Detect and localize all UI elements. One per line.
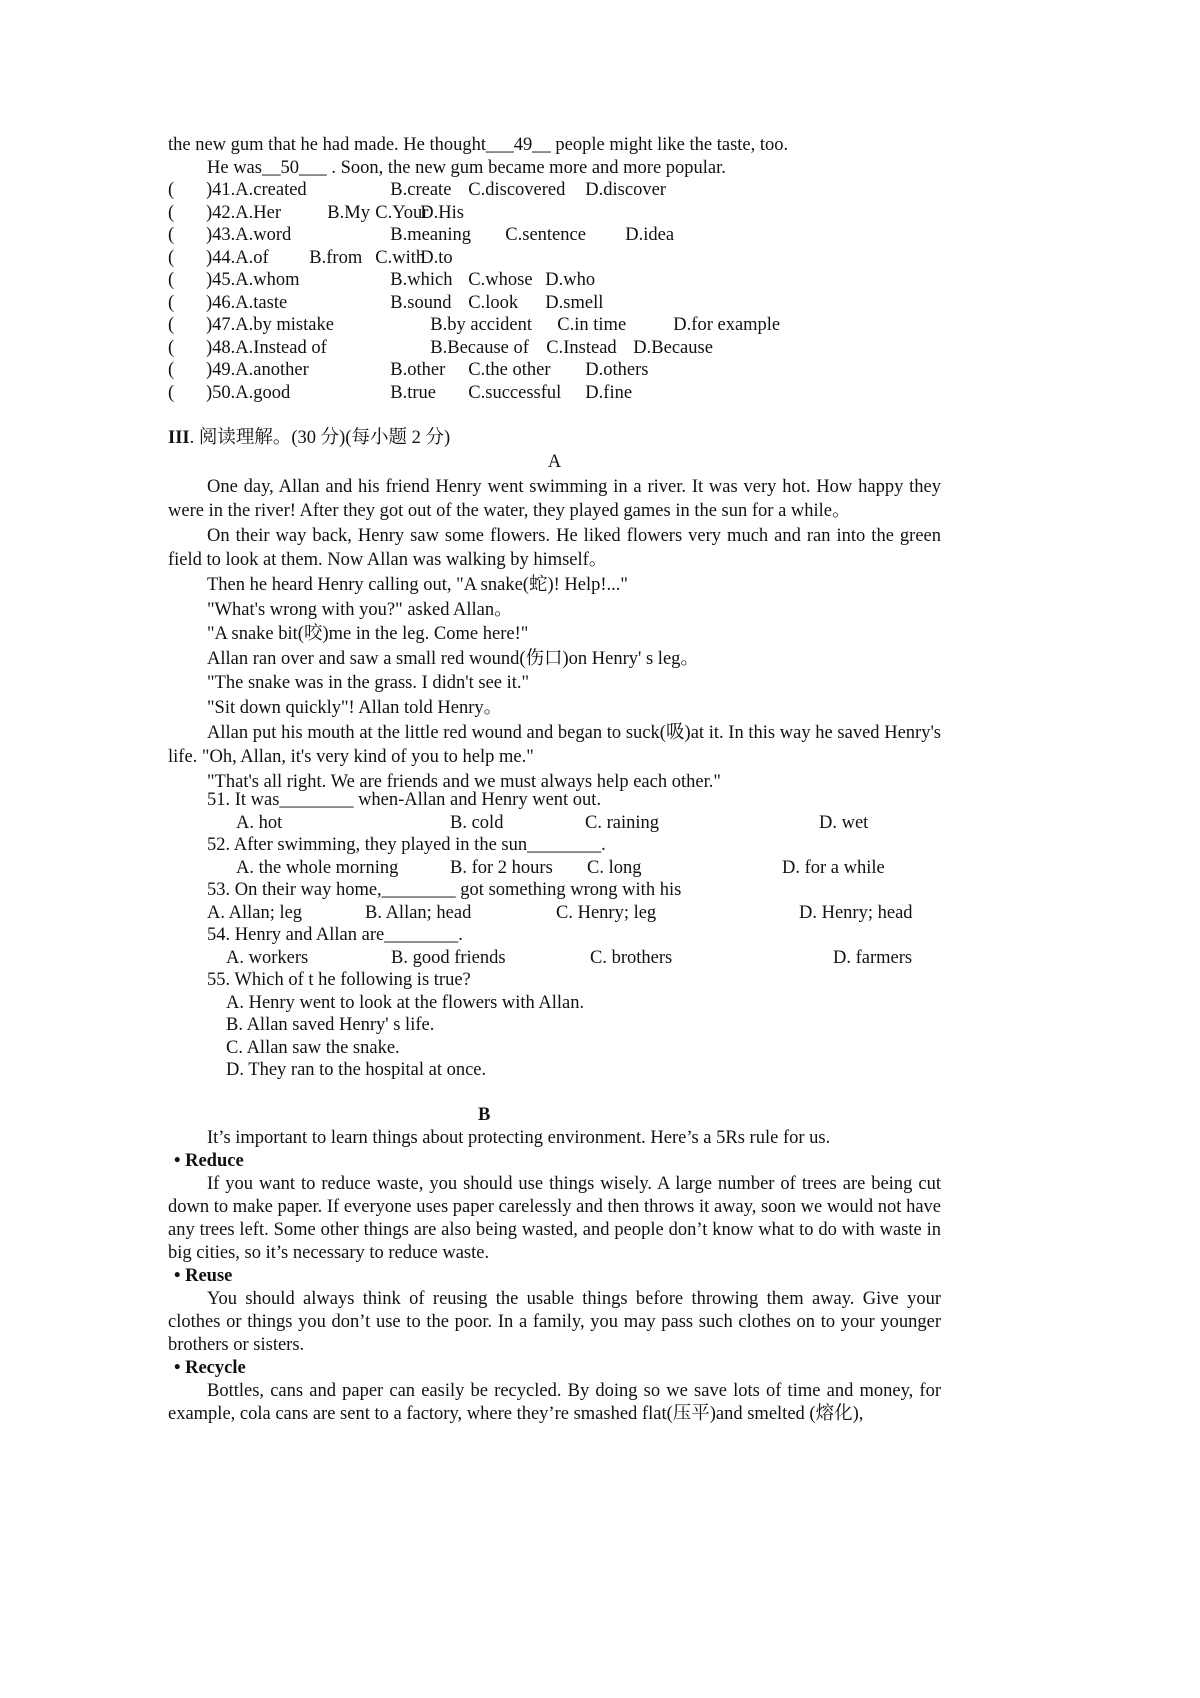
- question-row: [168, 247, 941, 270]
- question-text: 52. After swimming, they played in the sun________.: [207, 835, 606, 855]
- paragraph: It’s important to learn things about protecting environment. Here’s a 5Rs rule for us.: [207, 1127, 831, 1148]
- option: B.My: [327, 202, 370, 223]
- paragraph: Then he heard Henry calling out, "A snake(蛇)! Help!...": [207, 574, 628, 595]
- heading-text: . 阅读理解。(30 分)(每小题 2 分): [189, 428, 451, 448]
- question-prefix: ): [206, 337, 213, 358]
- separator: .: [230, 270, 236, 290]
- option: A. Allan; leg: [207, 902, 303, 923]
- option: A.of: [235, 247, 269, 268]
- question-text: 53. On their way home,________ got something wrong with his: [207, 880, 682, 900]
- question-row: [168, 269, 941, 292]
- question-row: [168, 292, 941, 315]
- answer-blank: (: [168, 202, 175, 223]
- paragraph: One day, Allan and his friend Henry went swimming in a river. It was very hot. How happy they were in the river! After they got out of the water, they played games in the sun for a while。: [168, 476, 941, 522]
- question-number: 42: [212, 202, 231, 223]
- separator: .: [230, 360, 236, 380]
- paragraph: "A snake bit(咬)me in the leg. Come here!": [207, 624, 529, 645]
- answer-blank: (: [168, 247, 175, 268]
- option: A.word: [235, 225, 292, 245]
- option-group: [235, 269, 941, 292]
- question-number: 41: [212, 180, 231, 200]
- option: B.Because of: [430, 337, 529, 358]
- question-prefix: ): [206, 202, 213, 223]
- option-group: [235, 224, 941, 247]
- option-group: [235, 179, 941, 202]
- option: C.in time: [557, 315, 627, 335]
- question-number: 49: [212, 360, 231, 380]
- paragraph: "That's all right. We are friends and we must always help each other.": [207, 771, 721, 792]
- paragraph: "What's wrong with you?" asked Allan。: [207, 599, 513, 620]
- separator: .: [230, 382, 236, 403]
- question-row: [168, 337, 941, 360]
- option: A.good: [235, 382, 291, 403]
- question-number: 46: [212, 292, 231, 313]
- option: D. They ran to the hospital at once.: [226, 1060, 487, 1080]
- option: C.sentence: [505, 225, 586, 245]
- options-row: [168, 947, 941, 970]
- passage-line: the new gum that he had made. He thought___49__ people might like the taste, too.: [168, 135, 789, 155]
- option: D.discover: [585, 180, 666, 200]
- question-text: 54. Henry and Allan are________.: [207, 925, 463, 945]
- option: A.taste: [235, 292, 288, 313]
- option: B. cold: [450, 812, 504, 833]
- option: C. brothers: [590, 947, 673, 968]
- separator: .: [230, 180, 236, 200]
- options-row: [168, 812, 941, 835]
- option: B. Allan saved Henry' s life.: [226, 1015, 435, 1035]
- option: B.by accident: [430, 315, 533, 335]
- option: B.from: [309, 247, 363, 268]
- separator: .: [230, 202, 236, 223]
- question-prefix: ): [206, 292, 213, 313]
- question-prefix: ): [206, 360, 213, 380]
- option-group: [235, 382, 941, 405]
- answer-blank: (: [168, 315, 175, 335]
- option: A. workers: [226, 947, 309, 968]
- option: C.Your: [375, 202, 429, 223]
- paragraph: On their way back, Henry saw some flowers. He liked flowers very much and ran into the green field to look at them. Now Allan was walking by himself。: [168, 525, 941, 571]
- option: D.smell: [545, 292, 604, 313]
- answer-blank: (: [168, 225, 175, 245]
- paragraph: Allan put his mouth at the little red wound and began to suck(吸)at it. In this way he saved Henry's life. "Oh, Allan, it's very kind of you to help me.": [168, 722, 941, 768]
- option: C.whose: [468, 270, 533, 290]
- separator: .: [230, 247, 236, 268]
- option: D.who: [545, 270, 596, 290]
- option-group: [235, 337, 941, 360]
- passage-line: He was__50___ . Soon, the new gum became more and more popular.: [207, 157, 726, 178]
- option: B. good friends: [391, 947, 506, 968]
- separator: .: [230, 315, 236, 335]
- answer-blank: (: [168, 292, 175, 313]
- option: D.to: [420, 247, 453, 268]
- question-prefix: ): [206, 180, 213, 200]
- options-row: [168, 902, 941, 925]
- option: C.look: [468, 292, 519, 313]
- section-title: • Recycle: [174, 1357, 246, 1378]
- option: C. Henry; leg: [556, 902, 657, 923]
- option: D. wet: [819, 812, 869, 833]
- option-group: [235, 202, 941, 225]
- option: B.which: [390, 270, 453, 290]
- question-prefix: ): [206, 315, 213, 335]
- option-group: [235, 247, 941, 270]
- question-prefix: ): [206, 247, 213, 268]
- option: B. Allan; head: [365, 902, 472, 923]
- option: C.the other: [468, 360, 551, 380]
- question-row: [168, 202, 941, 225]
- option: D.for example: [673, 315, 781, 335]
- question-prefix: ): [206, 270, 213, 290]
- paragraph: You should always think of reusing the usable things before throwing them away. Give your clothes or things you don’t use to the poor. In a family, you may pass such clothes on to your younger brothers or sisters.: [168, 1288, 941, 1355]
- option: A.another: [235, 360, 309, 380]
- option: A. the whole morning: [236, 857, 399, 878]
- answer-blank: (: [168, 382, 175, 403]
- option: D.fine: [585, 382, 633, 403]
- question-number: 47: [212, 315, 231, 335]
- question-row: [168, 179, 941, 202]
- question-prefix: ): [206, 225, 213, 245]
- answer-blank: (: [168, 360, 175, 380]
- question-text: 51. It was________ when-Allan and Henry went out.: [207, 790, 602, 810]
- option-group: [235, 292, 941, 315]
- question-number: 43: [212, 225, 231, 245]
- section-title: • Reuse: [174, 1265, 233, 1286]
- option: A.whom: [235, 270, 300, 290]
- option: A. hot: [236, 812, 283, 833]
- option: C.with: [375, 247, 426, 268]
- question-row: [168, 224, 941, 247]
- paragraph: Allan ran over and saw a small red wound(伤口)on Henry' s leg。: [207, 648, 699, 669]
- question-row: [168, 359, 941, 382]
- passage-a-questions: [168, 789, 941, 1082]
- paragraph: "The snake was in the grass. I didn't see it.": [207, 673, 530, 694]
- option: C.successful: [468, 382, 562, 403]
- option: D. Henry; head: [799, 902, 913, 923]
- question-number: 48: [212, 337, 231, 358]
- passage-label: A: [547, 452, 562, 472]
- question-text: 55. Which of t he following is true?: [207, 970, 471, 990]
- paragraph: If you want to reduce waste, you should use things wisely. A large number of trees are being cut down to make paper. If everyone uses paper carelessly and then throws it away, soon we would not have any trees left. Some other things are also being wasted, and people don’t know what to do with waste in big cities, so it’s necessary to reduce waste.: [168, 1173, 941, 1263]
- option-group: [235, 314, 941, 337]
- option: D.Because: [633, 337, 713, 358]
- paragraph: Bottles, cans and paper can easily be recycled. By doing so we save lots of time and money, for example, cola cans are sent to a factory, where they’re smashed flat(压平)and smelted (熔化),: [168, 1380, 941, 1424]
- paragraph: "Sit down quickly"! Allan told Henry。: [207, 697, 503, 718]
- answer-blank: (: [168, 180, 175, 200]
- option-group: [235, 359, 941, 382]
- options-row: [168, 857, 941, 880]
- option: A.Her: [235, 202, 282, 223]
- question-number: 45: [212, 270, 231, 290]
- option: A. Henry went to look at the flowers with Allan.: [226, 992, 585, 1013]
- question-row: [168, 382, 941, 405]
- option: D.idea: [625, 225, 675, 245]
- answer-blank: (: [168, 337, 175, 358]
- passage-label: B: [478, 1105, 491, 1125]
- option: D.others: [585, 360, 649, 380]
- option: B.true: [390, 382, 437, 403]
- question-row: [168, 314, 941, 337]
- option: D.His: [420, 202, 464, 223]
- option: A.created: [235, 180, 307, 200]
- option: C.Instead: [546, 337, 617, 358]
- cloze-section: [168, 134, 941, 404]
- section-title: • Reduce: [174, 1150, 244, 1171]
- passage-a: [168, 450, 941, 794]
- passage-b: [168, 1104, 941, 1426]
- option: B.sound: [390, 292, 452, 313]
- answer-blank: (: [168, 270, 175, 290]
- separator: .: [230, 337, 236, 358]
- option: B.other: [390, 360, 446, 380]
- option: C. raining: [585, 812, 659, 833]
- question-number: 44: [212, 247, 231, 268]
- question-number: 50: [212, 382, 231, 403]
- option: C. Allan saw the snake.: [226, 1037, 400, 1058]
- separator: .: [230, 225, 236, 245]
- option: A.by mistake: [235, 315, 334, 335]
- option: D. for a while: [782, 857, 885, 878]
- question-prefix: ): [206, 382, 213, 403]
- option: B.meaning: [390, 225, 471, 245]
- option: C.discovered: [468, 180, 566, 200]
- option: B.create: [390, 180, 452, 200]
- option: C. long: [587, 857, 642, 878]
- option: A.Instead of: [235, 337, 327, 358]
- separator: .: [230, 292, 236, 313]
- option: B. for 2 hours: [450, 857, 553, 878]
- option: D. farmers: [833, 947, 913, 968]
- heading-roman: III: [168, 428, 190, 448]
- reading-heading: [168, 427, 941, 450]
